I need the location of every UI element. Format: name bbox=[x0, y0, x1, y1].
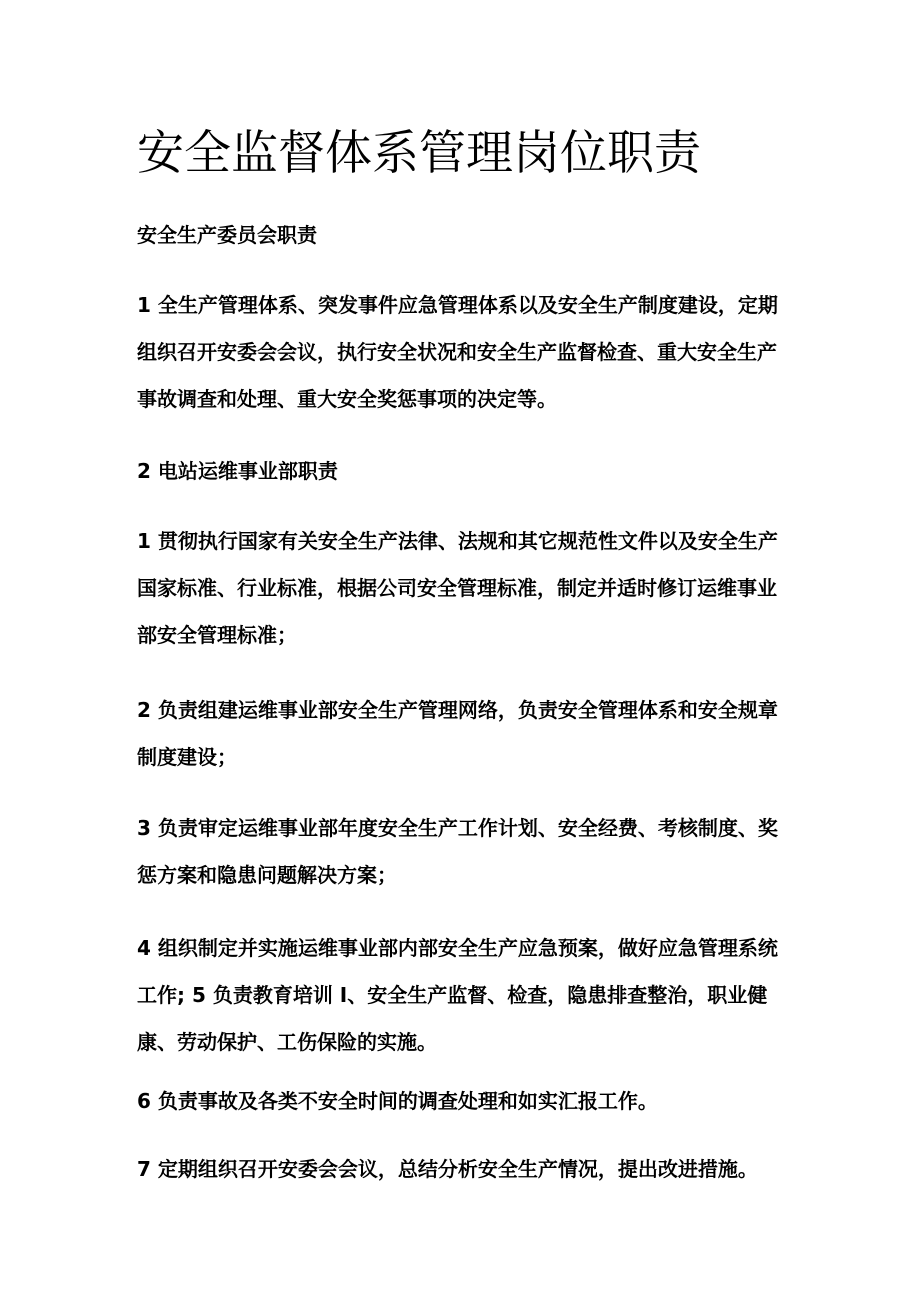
list-item: 3 负责审定运维事业部年度安全生产工作计划、安全经费、考核制度、奖惩方案和隐患问题解决方案； bbox=[137, 816, 778, 887]
list-item: 4 组织制定并实施运维事业部内部安全生产应急预案，做好应急管理系统工作; 5 负责教育培训 I、安全生产监督、检查，隐患排查整治，职业健康、劳动保护、工伤保险的实施。 bbox=[137, 936, 778, 1054]
section-heading-committee: 安全生产委员会职责 bbox=[137, 223, 317, 247]
list-item: 7 定期组织召开安委会会议，总结分析安全生产情况，提出改进措施。 bbox=[137, 1157, 758, 1181]
list-item: 6 负责事故及各类不安全时间的调查处理和如实汇报工作。 bbox=[137, 1089, 658, 1113]
list-item: 2 负责组建运维事业部安全生产管理网络，负责安全管理体系和安全规章制度建设； bbox=[137, 698, 778, 769]
list-item: 1 贯彻执行国家有关安全生产法律、法规和其它规范性文件以及安全生产国家标准、行业标准，根据公司安全管理标准，制定并适时修订运维事业部安全管理标准； bbox=[137, 529, 778, 647]
document-title: 安全监督体系管理岗位职责 bbox=[137, 126, 701, 181]
committee-paragraph: 1 全生产管理体系、突发事件应急管理体系以及安全生产制度建设，定期组织召开安委会会议，执行安全状况和安全生产监督检查、重大安全生产事故调查和处理、重大安全奖惩事项的决定等。 bbox=[137, 293, 778, 411]
section-heading-ops-division: 2 电站运维事业部职责 bbox=[137, 459, 338, 483]
